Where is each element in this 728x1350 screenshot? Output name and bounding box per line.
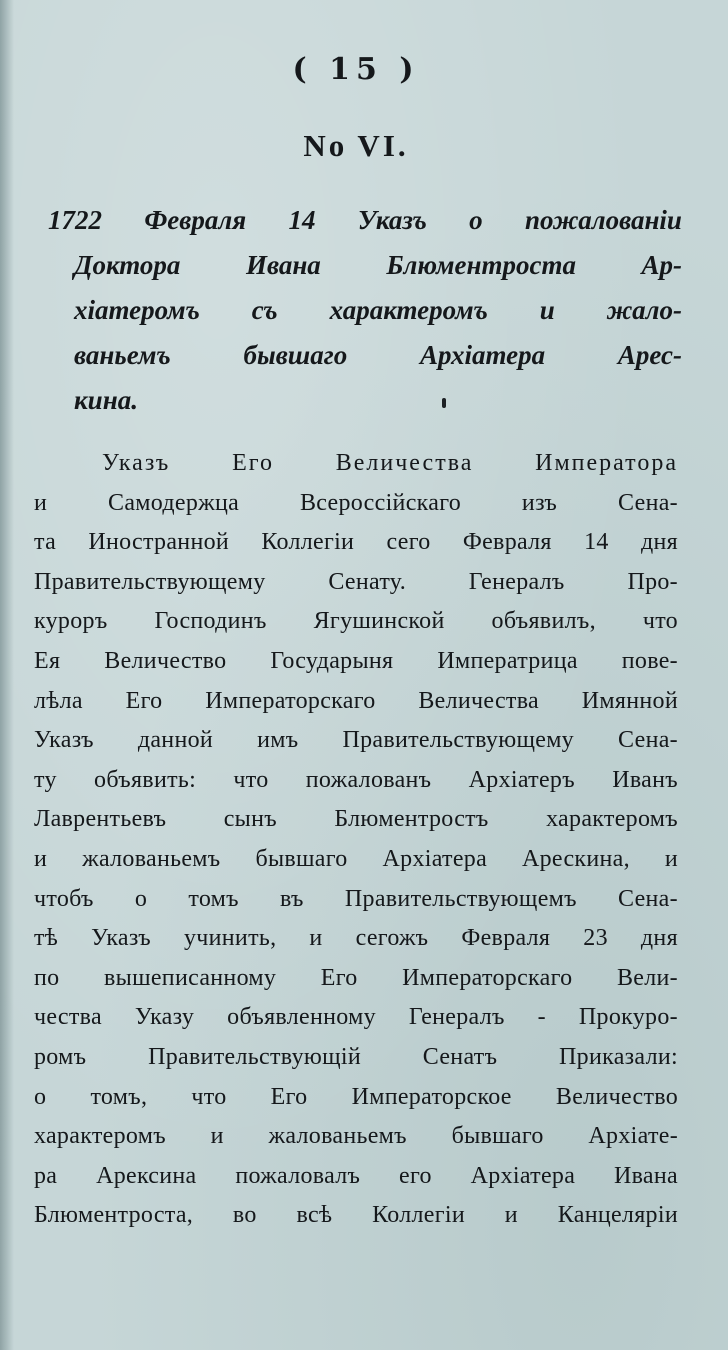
heading-word: Указъ xyxy=(357,205,427,235)
body-word: Императорскаго xyxy=(402,964,573,991)
body-word: изъ xyxy=(521,489,558,516)
body-word: Величества xyxy=(335,450,474,476)
heading-word: пожалованіи xyxy=(525,205,682,235)
body-word: о xyxy=(134,885,148,912)
body-word: жалованьемъ xyxy=(82,845,221,872)
body-line xyxy=(34,484,678,524)
body-line xyxy=(34,1196,678,1236)
body-word: Правительствующій xyxy=(148,1043,361,1070)
body-word: Его xyxy=(270,1083,308,1110)
heading-word: Арес- xyxy=(617,340,682,370)
body-word: во xyxy=(232,1202,257,1229)
body-word: о xyxy=(34,1083,47,1110)
body-word: Указъ xyxy=(34,727,94,754)
body-word: Величество xyxy=(555,1083,678,1110)
page-number: ( 15 ) xyxy=(292,52,420,87)
body-word: Вели- xyxy=(617,964,678,991)
heading-word: характеромъ xyxy=(329,295,488,325)
heading-line xyxy=(48,288,682,333)
body-word: и xyxy=(504,1202,518,1229)
body-word: ромъ xyxy=(34,1043,87,1070)
body-word: Арексина xyxy=(96,1162,197,1189)
heading-line xyxy=(48,243,682,288)
body-line xyxy=(34,919,678,959)
heading-word: Архіатера xyxy=(419,340,546,370)
body-word: дня xyxy=(640,925,678,952)
heading-word: Доктора xyxy=(74,250,181,280)
body-word: Указъ xyxy=(91,925,151,952)
body-word: Коллегіи xyxy=(372,1202,465,1229)
body-word: пове- xyxy=(621,647,678,674)
body-word: ту xyxy=(34,766,57,793)
body-word: данной xyxy=(137,727,214,754)
heading-word: о xyxy=(469,205,483,235)
heading-word: Блюментроста xyxy=(386,250,576,280)
body-word: и xyxy=(309,925,323,952)
body-word: Господинъ xyxy=(154,608,267,635)
body-word: Сена- xyxy=(618,727,678,754)
body-word: что xyxy=(233,766,269,793)
body-word: 23 xyxy=(583,925,608,952)
body-word: ра xyxy=(34,1162,58,1189)
heading-word: и xyxy=(539,295,555,325)
body-word: та xyxy=(34,529,57,556)
body-line xyxy=(34,523,678,563)
body-word: дня xyxy=(640,529,678,556)
heading-word: бывшаго xyxy=(243,340,348,370)
body-line xyxy=(34,682,678,722)
body-word: Архіатера xyxy=(382,845,488,872)
body-line xyxy=(34,959,678,999)
body-word: тѣ xyxy=(34,925,59,952)
body-word: - xyxy=(537,1004,546,1031)
body-word: жалованьемъ xyxy=(268,1123,407,1150)
body-word: и xyxy=(34,845,48,872)
body-word: Сена- xyxy=(618,489,678,516)
heading-line xyxy=(48,333,682,378)
body-line xyxy=(34,444,678,484)
body-word: Канцеляріи xyxy=(557,1202,678,1229)
body-word: всѣ xyxy=(296,1202,333,1229)
body-word: Правительствующемъ xyxy=(344,885,577,912)
heading-word: ваньемъ xyxy=(74,340,171,370)
body-word: его xyxy=(399,1162,432,1189)
body-word: что xyxy=(191,1083,227,1110)
body-word: объявить: xyxy=(94,766,197,793)
body-word: Архіатеръ xyxy=(468,766,575,793)
body-word: Сенату. xyxy=(328,568,407,595)
body-word: чества xyxy=(34,1004,102,1031)
body-word: Его xyxy=(232,450,274,476)
body-word: Самодержца xyxy=(108,489,240,516)
body-word: характеромъ xyxy=(34,1123,166,1150)
body-line xyxy=(34,563,678,603)
body-word: Блюментроста, xyxy=(34,1202,194,1229)
heading-word: 14 xyxy=(288,205,316,235)
body-word: и xyxy=(34,489,48,516)
body-word: 14 xyxy=(584,529,609,556)
body-word: Ея xyxy=(34,647,61,674)
body-word: Иностранной xyxy=(88,529,230,556)
body-word: Арескина, xyxy=(521,845,630,872)
body-word: Указъ xyxy=(102,450,171,476)
heading-word: 1722 xyxy=(48,205,102,235)
body-word: сего xyxy=(386,529,431,556)
body-word: учинить, xyxy=(183,925,277,952)
body-word: пожаловалъ xyxy=(235,1162,361,1189)
body-word: лѣла xyxy=(34,687,83,714)
body-word: бывшаго xyxy=(255,845,348,872)
body-word: Правительствующему xyxy=(342,727,574,754)
heading-word: кина. xyxy=(74,385,138,415)
body-word: объявленному xyxy=(227,1004,376,1031)
body-word: Указу xyxy=(134,1004,195,1031)
body-word: Ягушинской xyxy=(313,608,445,635)
body-line xyxy=(34,800,678,840)
body-line xyxy=(34,1157,678,1197)
body-word: вышеписанному xyxy=(104,964,277,991)
body-line xyxy=(34,761,678,801)
body-word: Иванъ xyxy=(612,766,678,793)
body-word: Императорскаго xyxy=(205,687,376,714)
body-word: объявилъ, xyxy=(491,608,596,635)
body-word: Лаврентьевъ xyxy=(34,806,167,833)
body-word: Величество xyxy=(104,647,227,674)
body-word: Ивана xyxy=(613,1162,678,1189)
body-word: Государыня xyxy=(270,647,394,674)
body-word: Генералъ xyxy=(468,568,565,595)
heading-line xyxy=(48,198,682,243)
heading-word: Ивана xyxy=(245,250,321,280)
body-word: Всероссійскаго xyxy=(299,489,462,516)
body-line xyxy=(34,602,678,642)
body-word: томъ, xyxy=(90,1083,148,1110)
body-word: Прокуро- xyxy=(578,1004,678,1031)
body-word: Имянной xyxy=(581,687,678,714)
body-word: томъ xyxy=(188,885,239,912)
body-word: по xyxy=(34,964,60,991)
body-word: и xyxy=(210,1123,224,1150)
body-word: Блюментростъ xyxy=(334,806,489,833)
body-word: Сена- xyxy=(617,885,678,912)
body-word: бывшаго xyxy=(451,1123,544,1150)
body-word: курoръ xyxy=(34,608,108,635)
body-word: Императора xyxy=(535,450,678,476)
body-line xyxy=(34,1038,678,1078)
body-word: Про- xyxy=(627,568,678,595)
body-word: имъ xyxy=(257,727,299,754)
document-number: No VI. xyxy=(303,128,409,163)
decree-heading xyxy=(48,198,682,423)
body-word: въ xyxy=(280,885,304,912)
body-line xyxy=(34,840,678,880)
body-word: и xyxy=(664,845,678,872)
body-word: Его xyxy=(320,964,358,991)
body-line xyxy=(34,1117,678,1157)
body-word: Сенатъ xyxy=(422,1043,498,1070)
body-line xyxy=(34,1078,678,1118)
body-word: чтобъ xyxy=(34,885,94,912)
body-word: характеромъ xyxy=(546,806,678,833)
body-word: Февраля xyxy=(462,529,552,556)
body-word: что xyxy=(642,608,678,635)
heading-word: Февраля xyxy=(144,205,247,235)
body-line xyxy=(34,642,678,682)
body-word: Его xyxy=(125,687,163,714)
body-word: пожалованъ xyxy=(305,766,432,793)
heading-word: жало- xyxy=(606,295,682,325)
body-word: Приказали: xyxy=(559,1043,678,1070)
ink-mark xyxy=(442,398,446,408)
body-word: Генералъ xyxy=(408,1004,505,1031)
body-word: Правительствующему xyxy=(34,568,266,595)
body-line xyxy=(34,880,678,920)
page-binding-shadow xyxy=(0,0,14,1350)
heading-word: хіатеромъ xyxy=(74,295,200,325)
body-word: сынъ xyxy=(223,806,277,833)
body-word: Императорское xyxy=(351,1083,512,1110)
body-word: Коллегіи xyxy=(261,529,355,556)
heading-line xyxy=(48,378,682,423)
body-word: сегожъ xyxy=(355,925,429,952)
body-word: Февраля xyxy=(461,925,551,952)
decree-body-text xyxy=(34,444,678,1236)
body-word: Величества xyxy=(418,687,539,714)
heading-word: Ар- xyxy=(641,250,682,280)
body-word: Императрица xyxy=(437,647,578,674)
body-line xyxy=(34,998,678,1038)
body-line xyxy=(34,721,678,761)
heading-word: съ xyxy=(251,295,278,325)
body-word: Архіате- xyxy=(588,1123,678,1150)
body-word: Архіатера xyxy=(470,1162,576,1189)
